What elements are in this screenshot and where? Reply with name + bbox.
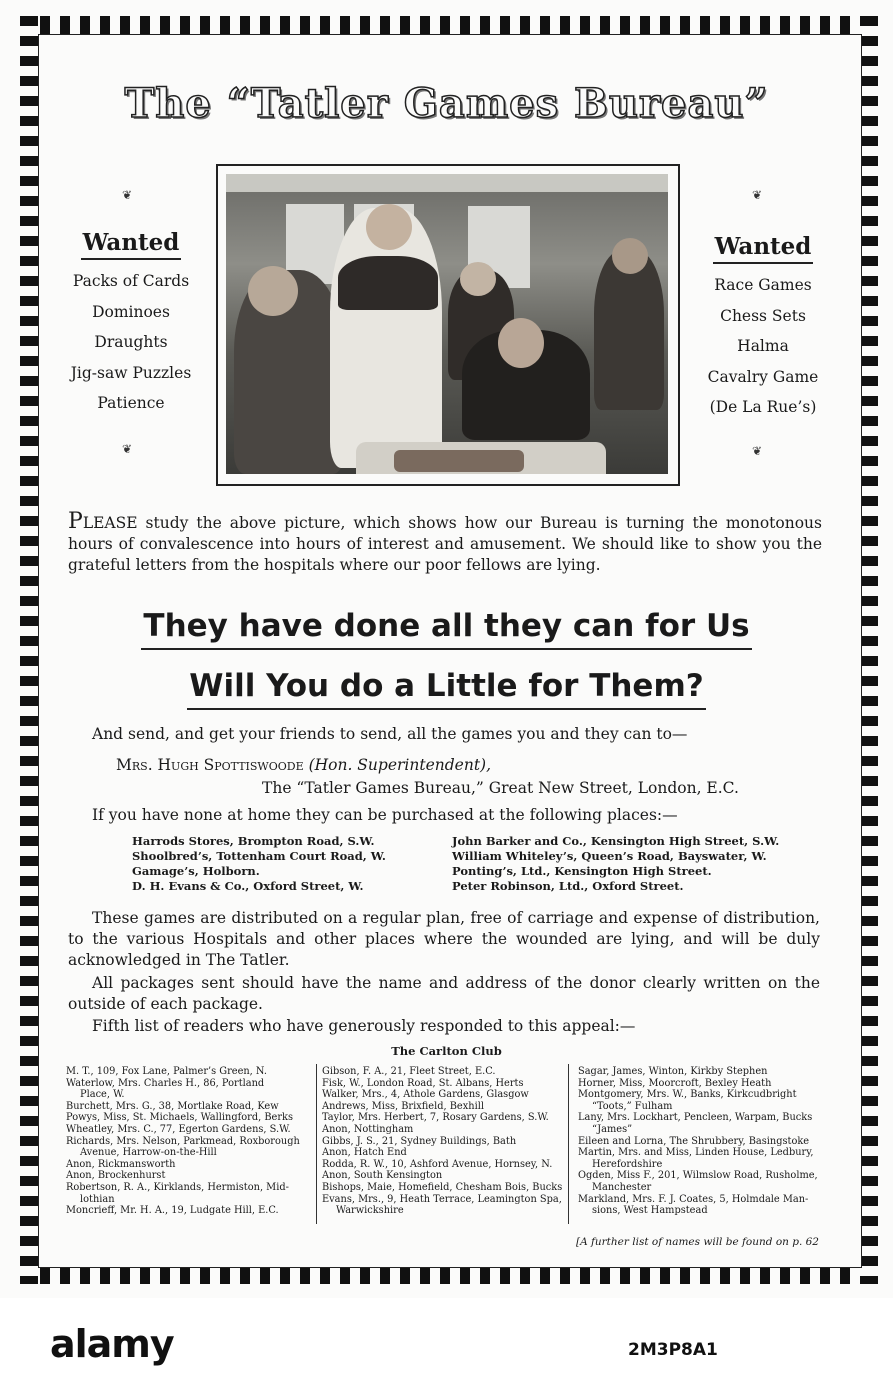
donor-entry: Waterlow, Mrs. Charles H., 86, Portland — [66, 1077, 265, 1089]
donor-entry: Rodda, R. W., 10, Ashford Avenue, Hornsey, N. — [322, 1158, 553, 1170]
wanted-item: Race Games — [714, 276, 812, 294]
wanted-item: Jig-saw Puzzles — [70, 363, 192, 382]
donor-entry: “Toots,” Fulham — [592, 1100, 673, 1112]
club-heading: The Carlton Club — [391, 1044, 502, 1058]
wanted-item: Packs of Cards — [72, 272, 190, 290]
intro-text: LEASE study the above picture, which shows how our Bureau is turning the monotonous hours of convalescence into hours of interest and amusement. We should like to show you the grateful letters from the hospitals where our poor fellows are lying. — [68, 514, 822, 574]
drop-cap: P — [68, 509, 83, 534]
flourish-ornament-icon: ❦ — [752, 444, 763, 458]
shops-list-left — [132, 834, 386, 894]
donor-entry: Warwickshire — [336, 1205, 404, 1217]
donor-entry: Richards, Mrs. Nelson, Parkmead, Roxborough — [66, 1135, 300, 1147]
names-column-1 — [66, 1066, 314, 1217]
column-rule — [568, 1064, 569, 1224]
donor-entry: Fisk, W., London Road, St. Albans, Herts — [322, 1077, 524, 1089]
names-column-3 — [578, 1066, 826, 1217]
wanted-list-left — [56, 228, 206, 419]
wanted-heading: Wanted — [81, 228, 182, 260]
watermark-image-id: 2M3P8A1 — [628, 1340, 718, 1360]
photo-image — [226, 174, 668, 474]
donor-entry: Ogden, Miss F., 201, Wilmslow Road, Rusholme, — [578, 1170, 818, 1182]
distribution-paragraph: These games are distributed on a regular plan, free of carriage and expense of distribution, to the various Hospitals and other places where the wounded are lying, and will be duly acknowledged in The Tatler. — [68, 909, 820, 969]
flourish-ornament-icon: ❦ — [752, 188, 763, 202]
shop-item: Shoolbred’s, Tottenham Court Road, W. — [132, 849, 386, 863]
donor-entry: Horner, Miss, Moorcroft, Bexley Heath — [578, 1077, 772, 1089]
page-title: The “Tatler Games Bureau” — [124, 80, 769, 127]
purchase-line: If you have none at home they can be purchased at the following places:— — [92, 806, 678, 824]
wanted-item: Halma — [737, 337, 789, 355]
column-rule — [316, 1064, 317, 1224]
donor-entry: Montgomery, Mrs. W., Banks, Kirkcudbright — [578, 1089, 797, 1101]
headline-2-text: Will You do a Little for Them? — [187, 668, 705, 710]
shop-item: John Barker and Co., Kensington High Street, S.W. — [452, 834, 780, 848]
donor-entry: Anon, South Kensington — [322, 1170, 443, 1182]
donor-entry: Anon, Brockenhurst — [66, 1170, 166, 1182]
checkered-border-right — [860, 16, 878, 1284]
donor-entry: Robertson, R. A., Kirklands, Hermiston, Mid- — [66, 1181, 289, 1193]
address-line-2: The “Tatler Games Bureau,” Great New Street, London, E.C. — [262, 779, 739, 797]
donor-entry: Gibson, F. A., 21, Fleet Street, E.C. — [322, 1066, 496, 1077]
donor-entry: Wheatley, Mrs. C., 77, Egerton Gardens, S.W. — [66, 1123, 291, 1135]
shops-list-right — [452, 834, 779, 894]
wanted-item: Cavalry Game — [707, 367, 819, 386]
donor-entry: Sagar, James, Winton, Kirkby Stephen — [578, 1066, 768, 1077]
donor-entry: Moncrieff, Mr. H. A., 19, Ludgate Hill, E.C. — [66, 1205, 279, 1217]
donor-entry: Walker, Mrs., 4, Athole Gardens, Glasgow — [322, 1089, 529, 1101]
donor-entry: Andrews, Miss, Brixfield, Bexhill — [322, 1100, 484, 1112]
donor-entry: Anon, Nottingham — [322, 1123, 414, 1135]
shop-item: D. H. Evans & Co., Oxford Street, W. — [132, 879, 364, 893]
donor-entry: Burchett, Mrs. G., 38, Mortlake Road, Kew — [66, 1100, 279, 1112]
donor-entry: Gibbs, J. S., 21, Sydney Buildings, Bath — [322, 1135, 517, 1147]
donor-entry: Anon, Rickmansworth — [66, 1158, 176, 1170]
packages-paragraph: All packages sent should have the name and address of the donor clearly written on the outside of each package. — [68, 974, 820, 1013]
checkered-border-left — [20, 16, 38, 1284]
shop-item: Ponting’s, Ltd., Kensington High Street. — [452, 864, 712, 878]
donor-entry: Herefordshire — [592, 1158, 663, 1170]
shop-item: William Whiteley’s, Queen’s Road, Bayswater, W. — [452, 849, 767, 863]
superintendent-role: (Hon. Superintendent), — [308, 756, 492, 774]
address-line-1 — [116, 755, 491, 776]
donor-entry: Bishops, Maie, Homefield, Chesham Bois, Bucks — [322, 1181, 563, 1193]
headline-1 — [0, 608, 893, 644]
hospital-photograph — [216, 164, 680, 486]
checkered-border-bottom — [20, 1266, 878, 1284]
shop-item: Peter Robinson, Ltd., Oxford Street. — [452, 879, 684, 893]
checkered-border-top — [20, 16, 878, 34]
donor-entry: Place, W. — [80, 1089, 125, 1101]
headline-2 — [0, 668, 893, 704]
intro-paragraph — [68, 511, 822, 576]
donor-entry: Evans, Mrs., 9, Heath Terrace, Leamington Spa, — [322, 1193, 562, 1205]
donor-entry: “James” — [592, 1123, 633, 1135]
headline-1-text: They have done all they can for Us — [141, 608, 751, 650]
wanted-list-right — [688, 232, 838, 423]
donor-entry: Avenue, Harrow-on-the-Hill — [80, 1147, 217, 1159]
donor-entry: Powys, Miss, St. Michaels, Wallingford, Berks — [66, 1112, 293, 1124]
donor-entry: Markland, Mrs. F. J. Coates, 5, Holmdale Man- — [578, 1193, 809, 1205]
flourish-ornament-icon: ❦ — [122, 188, 133, 202]
names-column-2 — [322, 1066, 566, 1217]
wanted-heading: Wanted — [713, 232, 814, 264]
donor-entry: Eileen and Lorna, The Shrubbery, Basingstoke — [578, 1135, 810, 1147]
wanted-item: Dominoes — [92, 302, 170, 321]
donor-entry: Manchester — [592, 1181, 652, 1193]
wanted-item: Chess Sets — [720, 306, 806, 325]
flourish-ornament-icon: ❦ — [122, 442, 133, 456]
send-line: And send, and get your friends to send, all the games you and they can to— — [92, 725, 688, 743]
wanted-item: Patience — [97, 394, 165, 412]
fifth-list-line: Fifth list of readers who have generously responded to this appeal:— — [92, 1017, 636, 1035]
wanted-item: Draughts — [94, 333, 168, 351]
donor-entry: Anon, Hatch End — [322, 1147, 407, 1159]
donor-entry: Martin, Mrs. and Miss, Linden House, Ledbury, — [578, 1147, 814, 1159]
donor-entry: Lany, Mrs. Lockhart, Pencleen, Warpam, Bucks — [578, 1112, 813, 1124]
donor-entry: lothian — [80, 1193, 115, 1205]
superintendent-name: Mrs. Hugh Spottiswoode — [116, 756, 304, 774]
donor-entry: M. T., 109, Fox Lane, Palmer’s Green, N. — [66, 1066, 267, 1077]
donor-entry: Taylor, Mrs. Herbert, 7, Rosary Gardens, S.W. — [322, 1112, 549, 1124]
footnote: [A further list of names will be found on p. 62 — [575, 1236, 819, 1248]
donor-entry: sions, West Hampstead — [592, 1205, 708, 1217]
shop-item: Harrods Stores, Brompton Road, S.W. — [132, 834, 375, 848]
wanted-item: (De La Rue’s) — [709, 398, 817, 416]
shop-item: Gamage’s, Holborn. — [132, 864, 260, 878]
watermark-logo: alamy — [50, 1322, 174, 1366]
